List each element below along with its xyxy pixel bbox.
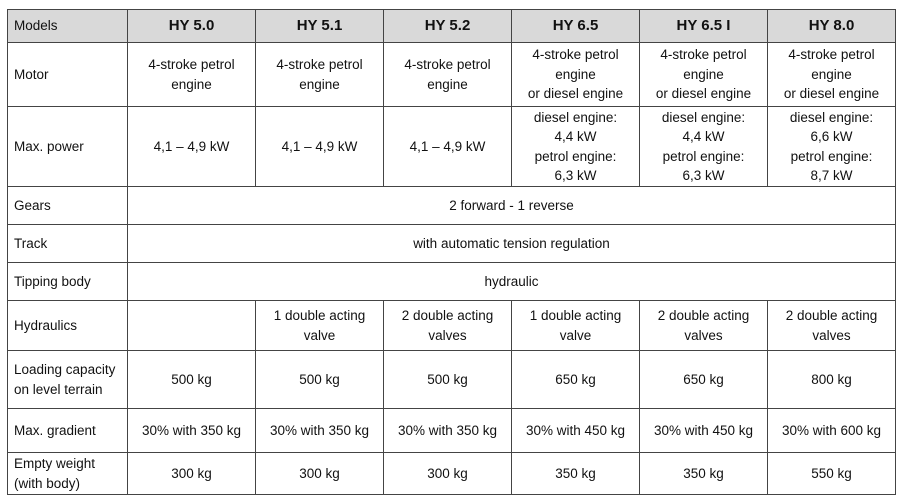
table-row — [8, 225, 896, 263]
table-cell: diesel engine: 4,4 kW petrol engine: 6,3 kW — [512, 107, 640, 187]
row-label: Loading capacity on level terrain — [8, 351, 128, 409]
corner-header: Models — [8, 10, 128, 43]
table-cell: 2 double acting valves — [384, 301, 512, 351]
table-cell: 350 kg — [512, 453, 640, 495]
table-cell: 30% with 600 kg — [768, 409, 896, 453]
table-cell: diesel engine: 4,4 kW petrol engine: 6,3 kW — [640, 107, 768, 187]
table-cell: 500 kg — [384, 351, 512, 409]
table-row — [8, 263, 896, 301]
row-label: Gears — [8, 187, 128, 225]
table-cell: 4,1 – 4,9 kW — [128, 107, 256, 187]
spec-table-container — [7, 9, 896, 495]
merged-cell: hydraulic — [128, 263, 896, 301]
table-cell: 30% with 350 kg — [256, 409, 384, 453]
model-header: HY 5.0 — [128, 10, 256, 43]
table-row — [8, 107, 896, 187]
table-cell: 300 kg — [128, 453, 256, 495]
table-cell: 30% with 450 kg — [640, 409, 768, 453]
table-row — [8, 409, 896, 453]
model-header: HY 5.1 — [256, 10, 384, 43]
table-cell: 550 kg — [768, 453, 896, 495]
row-label: Track — [8, 225, 128, 263]
model-header: HY 6.5 I — [640, 10, 768, 43]
row-label: Motor — [8, 43, 128, 107]
table-cell: 4-stroke petrol engine — [256, 43, 384, 107]
table-row — [8, 453, 896, 495]
row-label: Max. gradient — [8, 409, 128, 453]
row-label: Tipping body — [8, 263, 128, 301]
table-cell: 800 kg — [768, 351, 896, 409]
model-header: HY 6.5 — [512, 10, 640, 43]
table-cell: 1 double acting valve — [256, 301, 384, 351]
merged-cell: 2 forward - 1 reverse — [128, 187, 896, 225]
table-cell: 300 kg — [256, 453, 384, 495]
table-cell: 4-stroke petrol engine or diesel engine — [640, 43, 768, 107]
table-row — [8, 187, 896, 225]
row-label: Hydraulics — [8, 301, 128, 351]
table-cell: 30% with 350 kg — [384, 409, 512, 453]
table-cell: diesel engine: 6,6 kW petrol engine: 8,7 kW — [768, 107, 896, 187]
model-header: HY 5.2 — [384, 10, 512, 43]
table-cell: 500 kg — [128, 351, 256, 409]
table-cell: 2 double acting valves — [768, 301, 896, 351]
table-cell — [128, 301, 256, 351]
table-cell: 4-stroke petrol engine — [384, 43, 512, 107]
table-cell: 30% with 350 kg — [128, 409, 256, 453]
table-cell: 300 kg — [384, 453, 512, 495]
merged-cell: with automatic tension regulation — [128, 225, 896, 263]
header-row — [8, 10, 896, 43]
table-cell: 650 kg — [640, 351, 768, 409]
table-cell: 350 kg — [640, 453, 768, 495]
row-label: Empty weight (with body) — [8, 453, 128, 495]
table-cell: 500 kg — [256, 351, 384, 409]
model-header: HY 8.0 — [768, 10, 896, 43]
table-cell: 650 kg — [512, 351, 640, 409]
table-cell: 4-stroke petrol engine or diesel engine — [512, 43, 640, 107]
table-row — [8, 43, 896, 107]
table-cell: 4-stroke petrol engine — [128, 43, 256, 107]
table-row — [8, 351, 896, 409]
table-cell: 4-stroke petrol engine or diesel engine — [768, 43, 896, 107]
table-cell: 30% with 450 kg — [512, 409, 640, 453]
spec-table — [7, 9, 896, 495]
row-label: Max. power — [8, 107, 128, 187]
table-cell: 4,1 – 4,9 kW — [384, 107, 512, 187]
table-cell: 2 double acting valves — [640, 301, 768, 351]
table-cell: 4,1 – 4,9 kW — [256, 107, 384, 187]
table-row — [8, 301, 896, 351]
table-cell: 1 double acting valve — [512, 301, 640, 351]
